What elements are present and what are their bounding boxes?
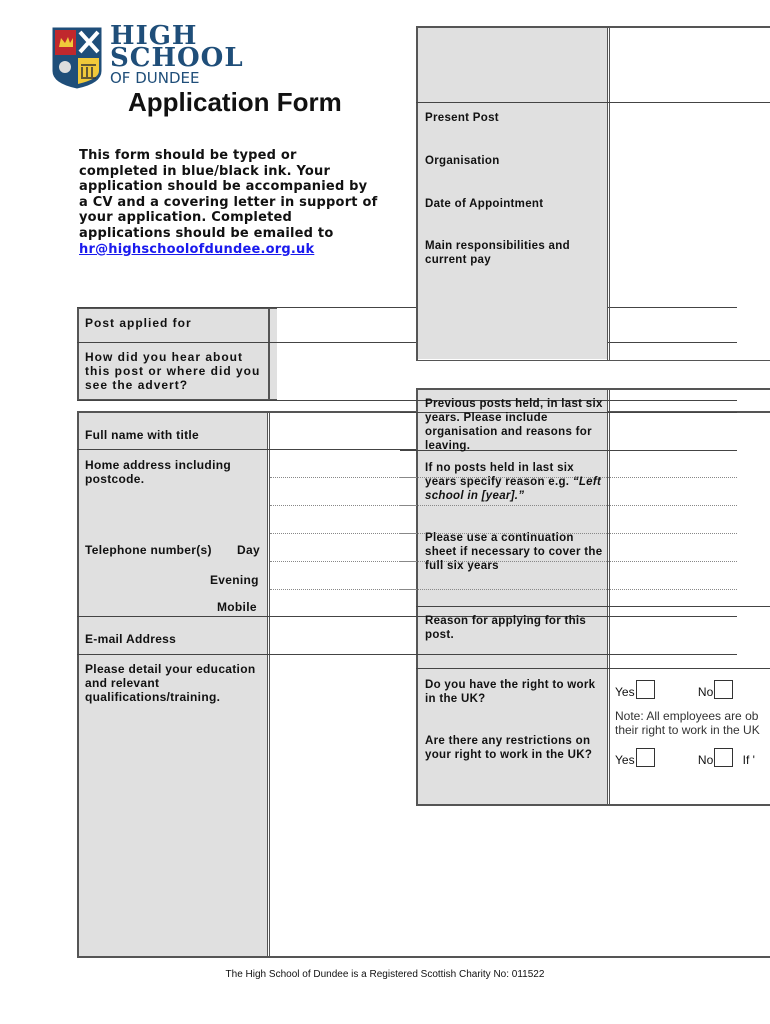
right-to-work-label: Do you have the right to work in the UK? (425, 679, 596, 705)
no-posts-text: If no posts held in last six years specify reason e.g. (425, 462, 574, 488)
intro-text (79, 148, 379, 257)
how-hear-input[interactable] (268, 342, 418, 400)
education-label: Please detail your education and relevant qualifications/training. (85, 662, 256, 704)
continuation-label: Please use a continuation sheet if necessary to cover the full six years (425, 532, 603, 572)
present-post-label: Present Post (425, 112, 499, 124)
restrictions-label: Are there any restrictions on your right to work in the UK? (425, 735, 593, 761)
phone-inputs[interactable] (271, 533, 416, 615)
restrictions-options (615, 748, 755, 767)
right-to-work-options (615, 680, 733, 699)
post-applied-label: Post applied for (85, 316, 192, 330)
how-hear-label: How did you hear about this post or where did you see the advert? (85, 350, 261, 392)
email-link[interactable]: hr@highschoolofdundee.org.uk (79, 241, 315, 257)
present-post-input[interactable] (612, 104, 770, 304)
previous-posts-input[interactable] (612, 414, 770, 604)
rtw-no-label: No (697, 685, 714, 699)
evening-label: Evening (210, 573, 259, 587)
res-no-checkbox[interactable] (714, 748, 733, 767)
if-yes-text: If ' (742, 753, 755, 767)
telephone-label: Telephone number(s) (85, 543, 212, 557)
reason-label: Reason for applying for this post. (425, 615, 587, 641)
school-crest-icon (52, 27, 102, 89)
no-posts-example: “Left school in [year].” (425, 476, 602, 502)
post-applied-input[interactable] (268, 307, 418, 342)
rtw-yes-checkbox[interactable] (636, 680, 655, 699)
right-to-work-note: Note: All employees are ob their right to work in the UK (615, 709, 760, 737)
res-yes-checkbox[interactable] (636, 748, 655, 767)
date-appointment-label: Date of Appointment (425, 198, 544, 210)
school-logo (52, 21, 244, 89)
logo-high: HIGH (110, 21, 198, 51)
main-resp-label: Main responsibilities and current pay (425, 240, 570, 266)
previous-posts-label: Previous posts held, in last six years. Please include organisation and reasons for leaving. (425, 398, 603, 452)
email-address-input[interactable] (271, 618, 416, 653)
intro-paragraph: This form should be typed or completed in blue/black ink. Your application should be accompanied by a CV and a covering letter in support of your application. Completed applications should be emailed to (79, 148, 378, 241)
mobile-label: Mobile (217, 600, 257, 614)
footer-text: The High School of Dundee is a Registered Scottish Charity No: 011522 (225, 969, 545, 980)
logo-school: SCHOOL (110, 43, 244, 73)
full-name-label: Full name with title (85, 428, 200, 442)
no-posts-label (425, 461, 605, 503)
page-title: Application Form (128, 87, 342, 117)
day-label: Day (237, 543, 260, 557)
rtw-no-checkbox[interactable] (714, 680, 733, 699)
full-name-input[interactable] (271, 413, 416, 448)
rtw-yes-label: Yes (615, 685, 635, 699)
organisation-label: Organisation (425, 155, 500, 167)
reason-input[interactable] (612, 618, 770, 666)
email-address-label: E-mail Address (85, 632, 177, 646)
logo-of-dundee: OF DUNDEE (110, 69, 200, 87)
res-no-label: No (697, 753, 714, 767)
home-address-label: Home address including postcode. (85, 458, 231, 486)
res-yes-label: Yes (615, 753, 635, 767)
